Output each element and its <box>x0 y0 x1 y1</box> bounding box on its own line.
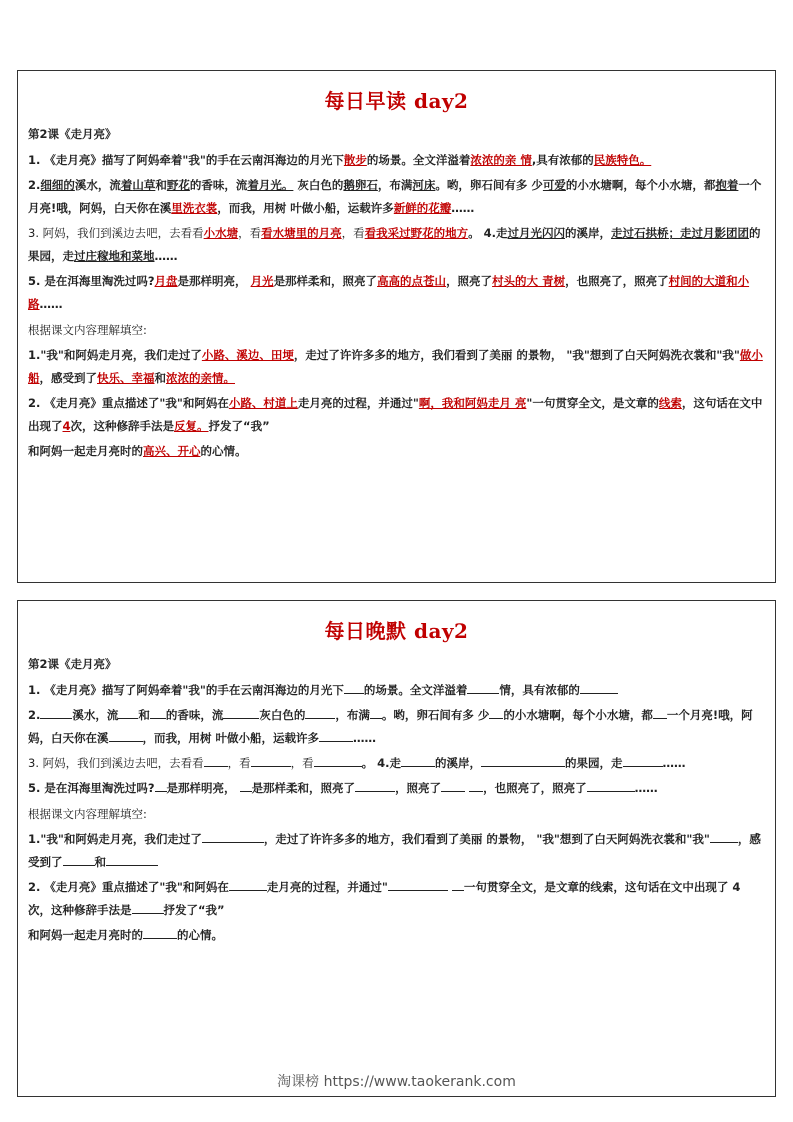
text-run: ，而我，用树 叶做小船，运载许多 <box>217 201 394 215</box>
fill-in-blank <box>388 878 448 891</box>
answer-text: 月光 <box>250 274 274 288</box>
answer-text: 民族特色。 <box>593 153 652 167</box>
text-run: ，也照亮了，照亮了 <box>483 781 587 795</box>
text-run: 5. 是在洱海里淘洗过吗? <box>28 274 155 288</box>
fill-in-blank <box>467 681 499 694</box>
text-run: 着月光。 <box>247 178 294 192</box>
text-run: 一个月亮!哦，阿妈，白天你在溪 <box>28 178 762 215</box>
answer-text: 反复。 <box>174 419 209 433</box>
text-run: 和 <box>94 855 106 869</box>
fill-in-blank <box>150 706 166 719</box>
text-run: 1. 《走月亮》描写了阿妈牵着"我"的手在云南洱海边的月光下 <box>28 683 344 697</box>
evening-paragraph-1 <box>28 679 765 702</box>
answer-text: 新鲜的花瓣 <box>393 201 452 215</box>
text-run: 山草 <box>132 178 156 192</box>
text-run: 。 4.走 <box>361 756 402 770</box>
text-run: …… <box>353 731 377 745</box>
fill-in-blank <box>202 830 264 843</box>
answer-text: 小路、村道上 <box>228 396 298 410</box>
text-run: 的溪岸， <box>435 756 482 770</box>
text-run: 野花 <box>166 178 190 192</box>
text-run: ，感受到了 <box>28 832 761 869</box>
text-run: ，看 <box>341 226 365 240</box>
morning-question-2 <box>28 392 765 438</box>
text-run: 过庄稼地和菜地 <box>74 249 155 263</box>
text-run: ，走过了许许多多的地方，我们看到了美丽 的景物， "我"想到了白天阿妈洗衣裳和"我" <box>293 348 740 362</box>
text-run: 灰白色的 <box>293 178 344 192</box>
fill-in-blank <box>109 729 143 742</box>
text-run: 抒发了“我” <box>163 903 225 917</box>
fill-in-blank <box>106 853 158 866</box>
fill-in-blank <box>305 706 335 719</box>
text-run: …… <box>634 781 658 795</box>
fill-in-blank <box>710 830 738 843</box>
text-run: …… <box>451 201 475 215</box>
evening-paragraph-2 <box>28 704 765 750</box>
text-run: 的果园，走 <box>565 756 623 770</box>
text-run: 细细的 <box>40 178 75 192</box>
text-run: 情，具有浓郁的 <box>499 683 580 697</box>
morning-paragraph-3 <box>28 222 765 268</box>
text-run: ，布满 <box>377 178 413 192</box>
fill-in-blank <box>441 779 465 792</box>
text-run: 着 <box>120 178 133 192</box>
text-run: 。 4.走 <box>468 226 508 240</box>
evening-fill-heading: 根据课文内容理解填空: <box>28 807 147 821</box>
morning-lesson-heading: 第2课《走月亮》 <box>28 127 117 141</box>
answer-text: 4 <box>62 419 71 433</box>
morning-paragraph-1 <box>28 149 765 172</box>
text-run: 的香味，流 <box>165 708 224 722</box>
text-run: 是那样明亮， <box>166 781 240 795</box>
text-run: 的小水塘啊，每个小水塘，都 <box>565 178 716 192</box>
evening-lesson-heading: 第2课《走月亮》 <box>28 657 117 671</box>
evening-paragraph-4 <box>28 777 765 800</box>
text-run: 和 <box>155 178 167 192</box>
text-run: ,具有浓郁的 <box>531 153 594 167</box>
answer-text: 小路、溪边、田埂 <box>201 348 294 362</box>
fill-in-blank <box>489 706 503 719</box>
text-run: 2. 《走月亮》重点描述了"我"和阿妈在 <box>28 880 229 894</box>
fill-in-blank <box>118 706 138 719</box>
fill-in-blank <box>143 926 177 939</box>
text-run: 和 <box>154 371 166 385</box>
fill-in-blank <box>240 779 252 792</box>
text-run: 灰白色的 <box>259 708 306 722</box>
fill-in-blank <box>401 754 435 767</box>
text-run: 。哟，卵石间有多 少 <box>435 178 543 192</box>
answer-text: 快乐、幸福 <box>97 371 155 385</box>
text-run: 的溪岸， <box>565 226 612 240</box>
evening-question-1 <box>28 828 765 874</box>
text-run: ，感受到了 <box>39 371 97 385</box>
text-run: 走月亮的过程，并通过" <box>266 880 388 894</box>
fill-in-blank <box>469 779 483 792</box>
text-run: 的果园，走 <box>28 226 761 263</box>
fill-in-blank <box>223 706 259 719</box>
answer-text: 看水塘里的月亮 <box>261 226 342 240</box>
text-run: 1."我"和阿妈走月亮，我们走过了 <box>28 832 202 846</box>
text-run: ，看 <box>238 226 262 240</box>
text-run: …… <box>154 249 178 263</box>
fill-in-blank <box>63 853 95 866</box>
text-run: 3. 阿妈，我们到溪边去吧，去看看 <box>28 756 204 770</box>
text-run: 1."我"和阿妈走月亮，我们走过了 <box>28 348 202 362</box>
text-run: 和 <box>138 708 150 722</box>
footer-watermark: 淘课榜 https://www.taokerank.com <box>277 1074 516 1090</box>
text-run: …… <box>662 756 686 770</box>
morning-fill-heading: 根据课文内容理解填空: <box>28 323 147 337</box>
fill-in-blank <box>251 754 291 767</box>
text-run: 溪水，流 <box>74 178 121 192</box>
answer-text: 高兴、开心 <box>143 444 201 458</box>
text-run: 的心情。 <box>177 928 223 942</box>
evening-question-2 <box>28 876 765 922</box>
text-run: ，走过了许许多多的地方，我们看到了美丽 的景物， "我"想到了白天阿妈洗衣裳和"我" <box>263 832 710 846</box>
text-run: 的小水塘啊，每个小水塘，都 <box>503 708 653 722</box>
answer-text: 高高的点苍山 <box>377 274 447 288</box>
fill-in-blank <box>132 901 164 914</box>
fill-in-blank <box>452 878 464 891</box>
text-run: 可爱 <box>542 178 566 192</box>
text-run: 的心情。 <box>200 444 247 458</box>
text-run: ，看 <box>227 756 251 770</box>
text-run: "一句贯穿全文，是文章的 <box>526 396 659 410</box>
answer-text: 散步 <box>343 153 367 167</box>
text-run: 是那样柔和，照亮了 <box>251 781 356 795</box>
fill-in-blank <box>204 754 228 767</box>
text-run: 的香味，流 <box>189 178 248 192</box>
fill-in-blank <box>587 779 635 792</box>
text-run: 河床 <box>412 178 436 192</box>
text-run: 走过石拱桥；走过月影团团 <box>611 226 750 240</box>
answer-text: 月盘 <box>154 274 178 288</box>
fill-in-blank <box>623 754 663 767</box>
morning-question-1 <box>28 344 765 390</box>
answer-text: 浓浓的亲 情 <box>470 153 532 167</box>
fill-in-blank <box>653 706 667 719</box>
text-run: 抱着 <box>715 178 739 192</box>
answer-text: 里洗衣裳 <box>171 201 218 215</box>
evening-question-3 <box>28 924 765 947</box>
evening-dictation-section <box>17 600 776 1097</box>
text-run: ，也照亮了，照亮了 <box>565 274 669 288</box>
text-run: 2. <box>28 708 41 722</box>
answer-text: 村间的大道和小路 <box>28 274 750 311</box>
text-run: 和阿妈一起走月亮时的 <box>28 928 143 942</box>
text-run: 1. 《走月亮》描写了阿妈牵着"我"的手在云南洱海边的月光下 <box>28 153 344 167</box>
text-run: 抒发了“我” <box>208 419 270 433</box>
fill-in-blank <box>370 706 382 719</box>
evening-title: 每日晚默 day2 <box>324 619 469 643</box>
text-run: ，照亮了 <box>395 781 442 795</box>
morning-question-3 <box>28 440 765 463</box>
text-run: 5. 是在洱海里淘洗过吗? <box>28 781 155 795</box>
morning-paragraph-4 <box>28 270 765 316</box>
answer-text: 啊，我和阿妈走月 亮 <box>418 396 527 410</box>
text-run: 的场景。全文洋溢着 <box>366 153 471 167</box>
text-run: 过月光闪闪 <box>507 226 566 240</box>
evening-paragraph-3 <box>28 752 765 775</box>
text-run: 2. 《走月亮》重点描述了"我"和阿妈在 <box>28 396 229 410</box>
fill-in-blank <box>344 681 364 694</box>
text-run: ，照亮了 <box>446 274 493 288</box>
fill-in-blank <box>40 706 72 719</box>
text-run: ，而我，用树 叶做小船，运载许多 <box>142 731 320 745</box>
text-run: 一句贯穿全文，是文章的线索，这句话在文中出现了 4 次，这种修辞手法是 <box>28 880 741 917</box>
fill-in-blank <box>314 754 362 767</box>
text-run: 和阿妈一起走月亮时的 <box>28 444 143 458</box>
answer-text: 做小船 <box>28 348 763 385</box>
text-run: 是那样柔和，照亮了 <box>273 274 378 288</box>
text-run: 次，这种修辞手法是 <box>70 419 175 433</box>
answer-text: 小水塘 <box>203 226 239 240</box>
morning-reading-section <box>17 70 776 583</box>
text-run: 是那样明亮， <box>177 274 251 288</box>
fill-in-blank <box>319 729 353 742</box>
answer-text: 浓浓的亲情。 <box>166 371 235 385</box>
morning-paragraph-2 <box>28 174 765 220</box>
text-run: 鹅卵石 <box>343 178 378 192</box>
morning-title: 每日早读 day2 <box>324 89 469 113</box>
text-run: 2. <box>28 178 41 192</box>
text-run: ，这句话在文中出现了 <box>28 396 763 433</box>
fill-in-blank <box>229 878 267 891</box>
text-run: 走月亮的过程，并通过" <box>297 396 419 410</box>
fill-in-blank <box>580 681 618 694</box>
text-run: 一个月亮!哦，阿妈，白天你在溪 <box>28 708 753 745</box>
text-run: 3. 阿妈，我们到溪边去吧，去看看 <box>28 226 204 240</box>
text-run: 。哟，卵石间有多 少 <box>381 708 490 722</box>
text-run: ，布满 <box>335 708 370 722</box>
fill-in-blank <box>481 754 565 767</box>
answer-text: 看我采过野花的地方 <box>364 226 469 240</box>
answer-text: 村头的大 青树 <box>492 274 566 288</box>
fill-in-blank <box>355 779 395 792</box>
text-run: 溪水，流 <box>72 708 119 722</box>
answer-text: 线索 <box>658 396 682 410</box>
text-run: ，看 <box>290 756 314 770</box>
text-run: 的场景。全文洋溢着 <box>363 683 468 697</box>
text-run: …… <box>39 297 63 311</box>
fill-in-blank <box>155 779 167 792</box>
